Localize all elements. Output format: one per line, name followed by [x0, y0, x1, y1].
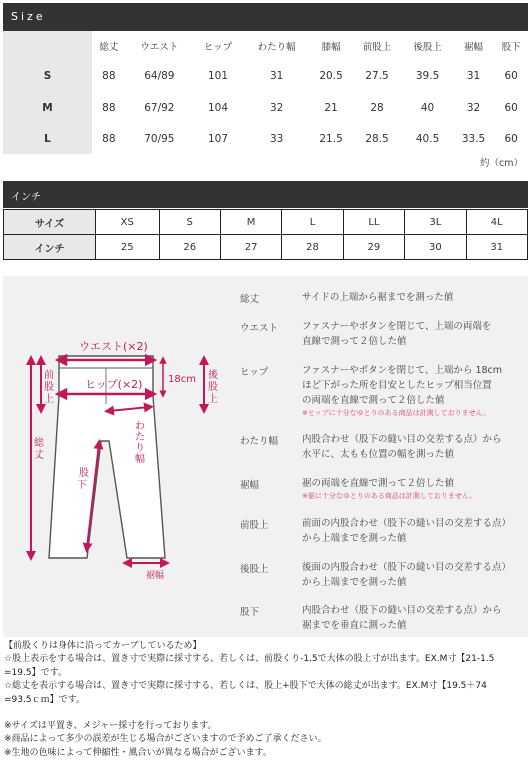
table-cell: 70/95 [144, 133, 175, 145]
table-cell: 3L [405, 210, 466, 235]
row-size-label: S [3, 61, 92, 91]
table-cell: 26 [159, 235, 220, 260]
table-cell: 67/92 [144, 101, 175, 114]
term-total-length: 総丈 [240, 294, 260, 305]
desc-line: 後面の内股合わせ（股下の縫い目の交差する点） [302, 562, 512, 573]
table-cell: 64/89 [144, 70, 175, 82]
size-section-title: Size [11, 10, 46, 23]
col-header: 後股上 [413, 42, 442, 53]
hip-note: ※ヒップに十分なゆとりのある商品は計測しておりません。 [302, 409, 491, 417]
table-cell: 101 [208, 70, 229, 82]
thigh-char: わ [135, 421, 145, 432]
row-size-label: M [3, 91, 92, 124]
back-rise-char: 上 [208, 394, 218, 405]
front-rise-char: 上 [44, 394, 54, 405]
desc-line: 裾までを垂直に測った値 [302, 620, 407, 631]
notes-line: =19.5】です。 [4, 667, 67, 678]
table-cell: 107 [208, 133, 229, 145]
inch-section-header [3, 181, 528, 208]
desc-back-rise [302, 560, 527, 590]
desc-line: ほど下がった所を目安としたヒップ相当位置 [302, 380, 492, 391]
thigh-char: り [135, 443, 145, 454]
col-header: ヒップ [203, 42, 233, 53]
table-row [4, 210, 528, 235]
table-cell: M [220, 210, 281, 235]
table-cell: 60 [504, 133, 518, 145]
pants-diagram [3, 276, 239, 637]
table-cell: 33.5 [461, 133, 486, 145]
desc-line: 裾の両端を直線で測って２倍した値 [302, 478, 455, 489]
col-header: わたり幅 [257, 42, 296, 53]
notes-spacer [4, 707, 528, 720]
back-rise-char: 後 [208, 370, 218, 381]
term-waist: ウエスト [240, 323, 279, 334]
desc-hem [302, 476, 527, 501]
table-cell: 60 [504, 70, 518, 82]
desc-inseam [302, 603, 527, 633]
desc-thigh [302, 432, 527, 462]
table-cell: 30 [405, 235, 466, 260]
waist-label: ウエスト(×2) [79, 340, 148, 353]
table-cell: 31 [270, 70, 284, 82]
table-cell: 28.5 [365, 133, 389, 145]
notes-heading: 【前股くりは身体に沿ってカーブしているため】 [4, 641, 202, 651]
table-cell: 21.5 [319, 133, 343, 145]
inch-row-label: インチ [4, 235, 96, 260]
table-row [3, 61, 528, 91]
desc-line: の両端を直線で測って２倍した値 [302, 395, 445, 406]
table-cell: LL [343, 210, 404, 235]
desc-front-rise [302, 516, 527, 546]
table-cell: 21 [324, 101, 338, 114]
table-cell: 88 [102, 133, 116, 145]
term-hip: ヒップ [240, 367, 269, 378]
table-cell: 39.5 [415, 70, 440, 82]
inseam-char: 下 [77, 480, 87, 491]
desc-hip [302, 363, 527, 418]
table-cell: 31 [466, 235, 527, 260]
desc-line: から上端までを測った値 [302, 533, 407, 544]
inch-table [3, 209, 528, 260]
total-length-char: 丈 [34, 450, 44, 461]
desc-line: 水平に、太もも位置の幅を測った値 [302, 449, 455, 460]
desc-line: 内股合わせ（股下の縫い目の交差する点）から [302, 605, 502, 616]
col-header: 股下 [501, 42, 521, 53]
table-cell: 104 [208, 101, 229, 114]
table-cell: XS [96, 210, 160, 235]
col-header: ウエスト [140, 42, 179, 53]
hip-offset-label: 18cm [168, 374, 196, 385]
table-cell: 31 [466, 70, 481, 82]
unit-label: 約（cm） [480, 158, 523, 169]
total-length-char: 総 [34, 438, 44, 449]
notes-line: ※サイズは平置き、メジャー採寸を行っております。 [4, 721, 217, 732]
desc-line: 前面の内股合わせ（股下の縫い目の交差する点） [302, 518, 512, 529]
desc-line: 直線で測って２倍した値 [302, 336, 407, 347]
desc-line: 内股合わせ（股下の縫い目の交差する点）から [302, 434, 502, 445]
term-back-rise: 後股上 [240, 564, 269, 575]
front-rise-char: 前 [44, 370, 54, 381]
size-table [3, 31, 528, 154]
thigh-char: た [135, 432, 145, 443]
table-cell: 28 [282, 235, 343, 260]
table-cell: 32 [466, 101, 481, 114]
desc-waist [302, 319, 527, 349]
table-cell: 60 [504, 101, 518, 114]
table-cell: 27.5 [365, 70, 389, 82]
thigh-char: 幅 [135, 454, 145, 465]
table-cell: 88 [102, 70, 116, 82]
front-rise-char: 股 [44, 382, 54, 393]
back-rise-char: 股 [208, 382, 218, 393]
table-cell: 33 [270, 133, 284, 145]
col-header: 膝幅 [321, 42, 341, 53]
notes-line: ※商品によって多少の誤差が生じる場合がございますので予めご了承ください。 [4, 734, 327, 745]
desc-line: から上端までを測った値 [302, 577, 407, 588]
table-cell: L [282, 210, 343, 235]
col-header: 前股上 [362, 42, 392, 53]
col-header: 総丈 [99, 42, 119, 53]
row-size-label: L [3, 124, 92, 154]
table-row [3, 124, 528, 154]
notes-line: ※生地の色味によって伸縮性・風合いが異なる場合がございます。 [4, 747, 272, 758]
table-cell: 40 [420, 101, 435, 114]
notes-line: ☆股上表示をする場合は、置き寸で実際に採寸する、若しくは、前股くり-1.5で大体の股上寸が出ます。EX.M寸【21-1.5 [4, 654, 495, 665]
table-cell: 4L [466, 210, 527, 235]
notes-line: =93.5ｃｍ】です。 [4, 694, 85, 705]
hem-note: ※裾に十分なゆとりのある商品は計測しておりません。 [302, 492, 477, 500]
table-cell: 25 [96, 235, 160, 260]
term-hem: 裾幅 [240, 480, 260, 491]
table-row [3, 91, 528, 124]
table-cell: S [159, 210, 220, 235]
inseam-char: 股 [79, 468, 89, 479]
notes-line: ☆総丈を表示する場合は、置き寸で実際に採寸する、若しくは、股上+股下で大体の総丈が出ます。EX.M寸【19.5＋74 [4, 681, 487, 692]
size-row-label: サイズ [4, 210, 96, 235]
table-cell: 27 [220, 235, 281, 260]
hip-label: ヒップ(×2) [85, 378, 143, 391]
size-table-corner [3, 31, 92, 61]
col-header: 裾幅 [464, 42, 484, 53]
notes-block [4, 640, 528, 760]
term-front-rise: 前股上 [240, 520, 269, 531]
table-cell: 40.5 [415, 133, 440, 145]
size-section-header [3, 3, 528, 31]
measurement-guide-panel [3, 276, 528, 637]
size-table-header-row [3, 31, 528, 61]
table-cell: 29 [343, 235, 404, 260]
table-cell: 32 [270, 101, 284, 114]
desc-line: ファスナーやボタンを閉じて、上端から 18cm [302, 365, 503, 376]
table-cell: 88 [102, 101, 116, 114]
desc-line: ファスナーやボタンを閉じて、上端の両端を [302, 321, 492, 332]
hem-label: 裾幅 [146, 571, 165, 581]
table-cell: 28 [370, 101, 384, 114]
table-cell: 20.5 [319, 70, 343, 82]
term-inseam: 股下 [240, 607, 260, 618]
desc-total-length [302, 290, 527, 305]
inch-section-title: インチ [11, 192, 41, 203]
desc-line: サイドの上端から裾までを測った値 [302, 292, 454, 303]
table-row [4, 235, 528, 260]
term-thigh: わたり幅 [240, 436, 279, 447]
